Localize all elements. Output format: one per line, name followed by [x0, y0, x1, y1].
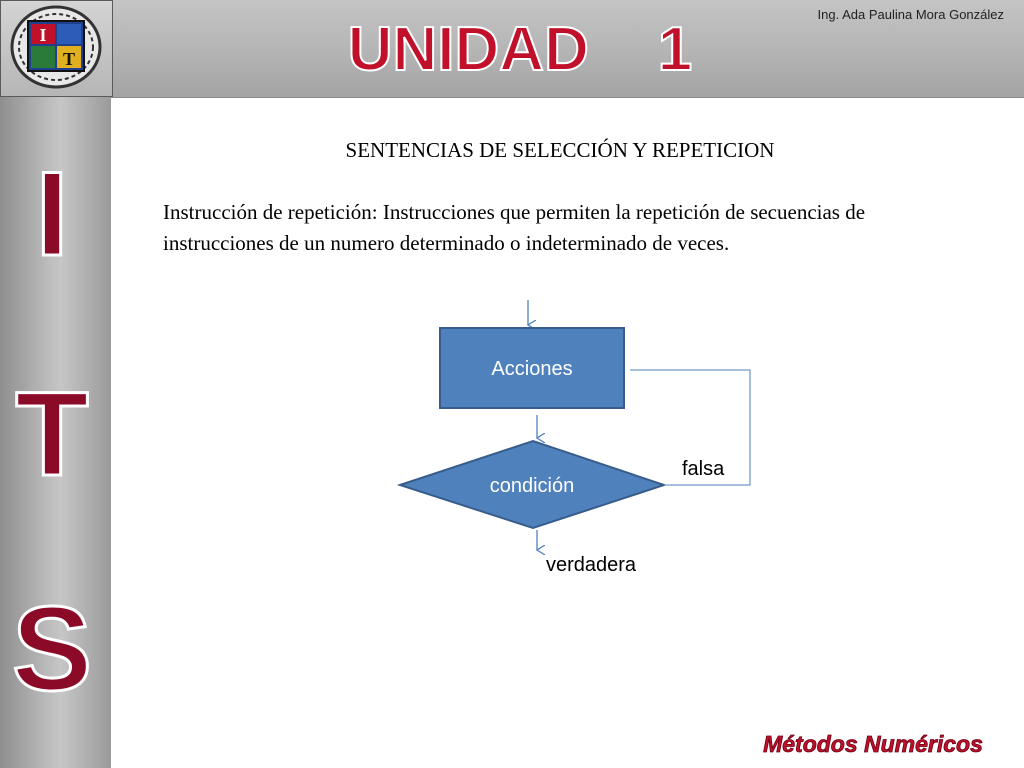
false-branch-label: falsa	[682, 458, 725, 480]
logo-letter-t: T	[62, 49, 76, 69]
logo-letter-i: I	[39, 25, 47, 45]
sidebar-letter-i	[0, 150, 111, 265]
sidebar-letter-t	[0, 370, 111, 485]
definition-paragraph: Instrucción de repetición: Instrucciones que permiten la repetición de secuencias de instrucciones de un numero determinado o indeterminado de veces.	[163, 200, 866, 255]
condition-label: condición	[489, 475, 575, 497]
svg-text:S: S	[11, 585, 93, 700]
author-name: Ing. Ada Paulina Mora González	[817, 7, 1004, 22]
logo-container	[0, 0, 113, 97]
repetition-flowchart	[390, 295, 770, 595]
institution-logo-icon	[1, 1, 112, 96]
course-title-text: Métodos Numéricos	[763, 731, 983, 757]
sidebar-letter-s	[0, 585, 111, 700]
true-branch-label: verdadera	[546, 554, 637, 576]
section-heading: SENTENCIAS DE SELECCIÓN Y REPETICION	[345, 138, 775, 162]
svg-text:T: T	[15, 370, 89, 485]
unit-title	[320, 2, 740, 92]
svg-text:I: I	[35, 150, 69, 265]
action-label: Acciones	[491, 358, 573, 380]
unit-title-text: UNIDAD 1	[347, 15, 693, 84]
course-title	[748, 726, 998, 760]
